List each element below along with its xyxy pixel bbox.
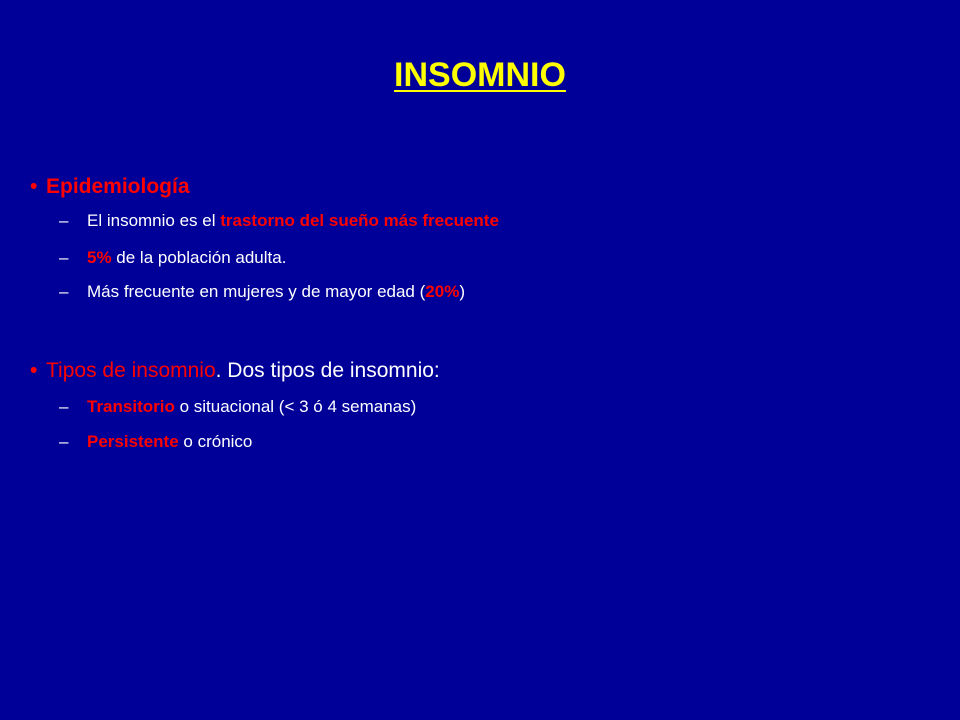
slide-title: INSOMNIO	[394, 56, 566, 94]
sub-item-highlight: trastorno del sueño más frecuente	[220, 211, 499, 230]
bullet-epidemiologia	[30, 175, 190, 198]
sub-item-2	[59, 248, 287, 267]
dash: –	[59, 432, 69, 451]
dash: –	[59, 282, 69, 301]
sub-item-text-end: o situacional (< 3 ó 4 semanas)	[174, 397, 417, 416]
sub-item-text: El insomnio es el	[87, 211, 221, 230]
sub-item-3	[59, 282, 465, 301]
sub-item-highlight: 20%	[425, 282, 460, 301]
sub-item-text: Más frecuente en mujeres y de mayor edad (	[87, 282, 426, 301]
bullet-tipos-insomnio	[30, 359, 440, 382]
sub-item-text-end: )	[459, 282, 465, 301]
heading-tipos-insomnio: Tipos de insomnio	[46, 359, 216, 382]
sub-item-4	[59, 397, 417, 416]
bullet-dot: •	[30, 175, 38, 198]
sub-item-highlight: Persistente	[87, 432, 179, 451]
sub-item-highlight: 5%	[87, 248, 112, 267]
sub-item-5	[59, 432, 253, 451]
heading-suffix: . Dos tipos de insomnio:	[215, 359, 440, 382]
dash: –	[59, 397, 69, 416]
sub-item-text-end: de la población adulta.	[111, 248, 287, 267]
bullet-dot: •	[30, 359, 38, 382]
sub-item-text-end: o crónico	[178, 432, 253, 451]
sub-item-1	[59, 211, 499, 230]
dash: –	[59, 248, 69, 267]
heading-epidemiologia: Epidemiología	[46, 175, 190, 198]
sub-item-highlight: Transitorio	[87, 397, 175, 416]
dash: –	[59, 211, 69, 230]
